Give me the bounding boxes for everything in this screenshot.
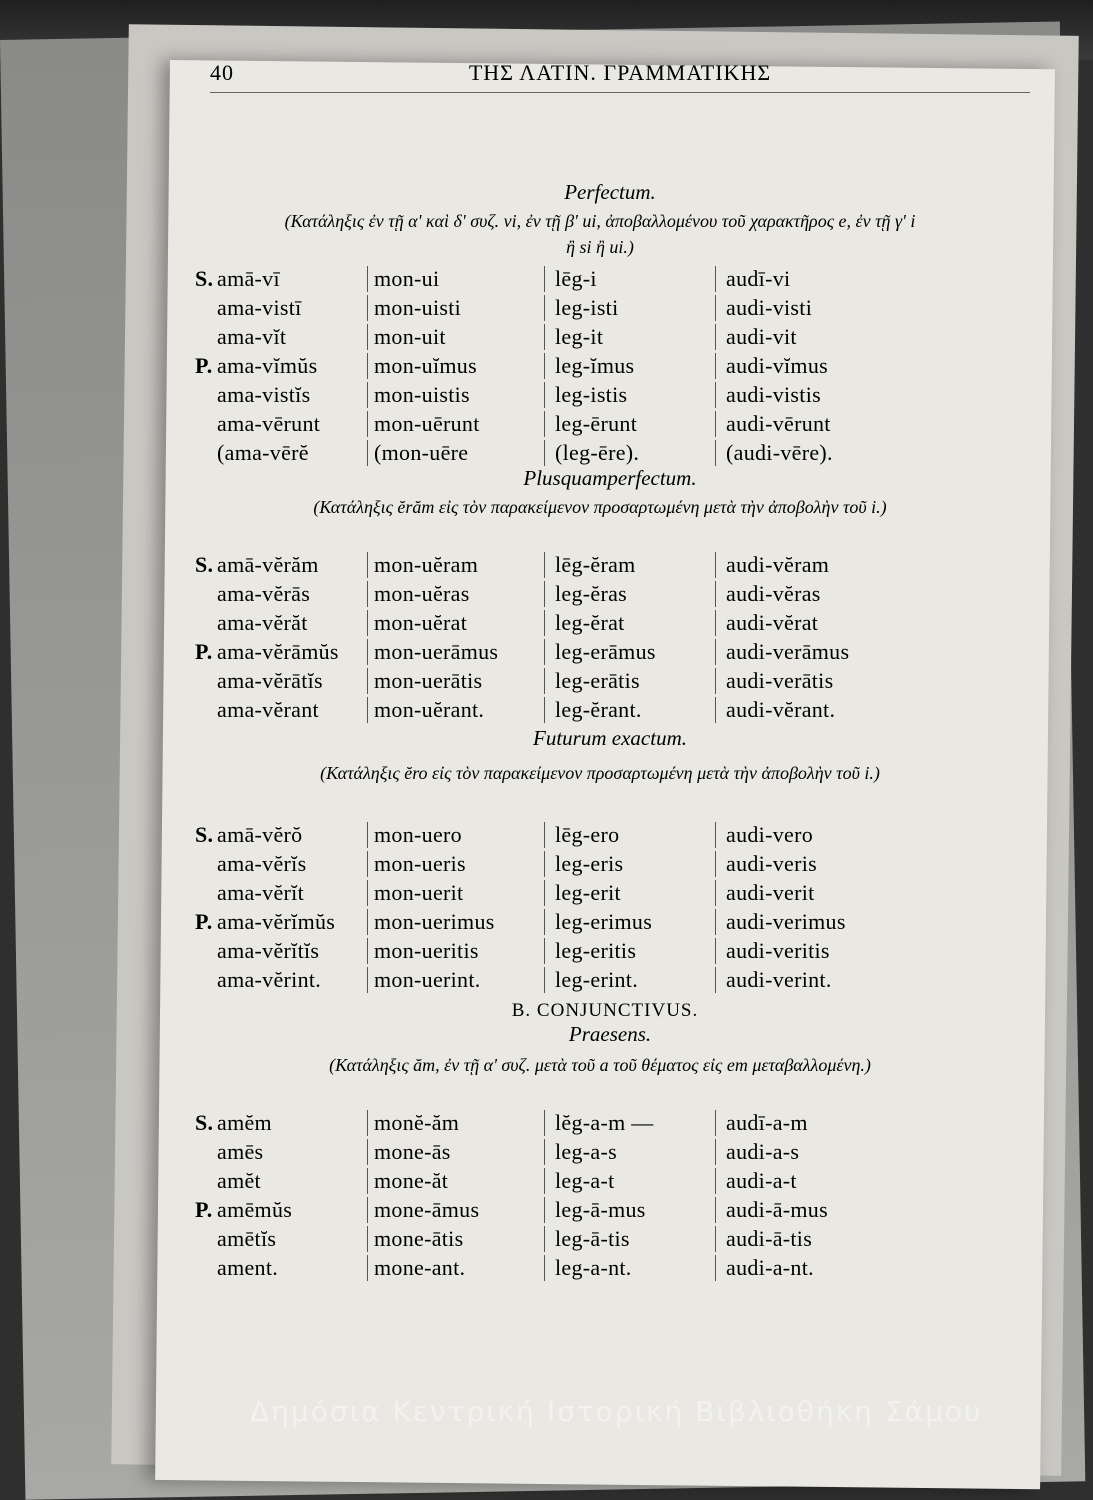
conjugation-row <box>195 409 1015 438</box>
form-cell: leg-istis <box>544 382 705 408</box>
form-cell: amĕt <box>217 1167 261 1193</box>
form-cell: ama-vĕrĭtĭs <box>217 937 320 963</box>
form-cell: leg-erit <box>544 880 705 906</box>
form-cell: mon-uit <box>367 324 534 350</box>
form-cell: audi-verimus <box>715 909 876 935</box>
form-cell: (leg-ēre). <box>544 440 705 466</box>
conjugation-row <box>195 965 1015 994</box>
form-cell: mon-uĭmus <box>367 353 534 379</box>
form-cell: leg-eris <box>544 851 705 877</box>
form-cell: amēmŭs <box>217 1196 293 1222</box>
form-cell: (mon-uēre <box>367 440 534 466</box>
number-label: P. <box>195 638 213 664</box>
form-cell: audi-vĭmus <box>715 353 876 379</box>
form-cell: ama-vĭt <box>217 323 287 349</box>
form-cell: audi-ā-tis <box>715 1226 876 1252</box>
form-cell: ama-vĕrātĭs <box>217 667 323 693</box>
form-cell: audi-veritis <box>715 938 876 964</box>
form-cell: mon-uerint. <box>367 967 534 993</box>
form-cell: amĕm <box>217 1109 272 1135</box>
number-label: S. <box>195 551 214 577</box>
form-cell: mon-ueris <box>367 851 534 877</box>
form-cell: ama-vĕrĭt <box>217 879 304 905</box>
form-cell: mon-uĕrant. <box>367 697 534 723</box>
form-cell: leg-erimus <box>544 909 705 935</box>
number-label: P. <box>195 908 213 934</box>
form-cell: lēg-ĕram <box>544 552 705 578</box>
conjugation-row <box>195 380 1015 409</box>
conjugation-row <box>195 820 1015 849</box>
form-cell: audi-vĕras <box>715 581 876 607</box>
form-cell: mon-uerimus <box>367 909 534 935</box>
form-cell: leg-erātis <box>544 668 705 694</box>
note-futurum-exactum: (Κατάληξις ĕro εἰς τὸν παρακείμενον προσαρτωμένη μετὰ τὴν ἀποβολὴν τοῦ i.) <box>320 763 880 783</box>
conjugation-row <box>195 1224 1015 1253</box>
running-header <box>210 60 1030 93</box>
section-title-plusquamperfectum: Plusquamperfectum. <box>523 466 697 490</box>
form-cell: audi-verātis <box>715 668 876 694</box>
form-cell: mone-ăt <box>367 1168 534 1194</box>
form-cell: ama-vistĭs <box>217 381 311 407</box>
conjugation-row <box>195 849 1015 878</box>
conjugation-row <box>195 1195 1015 1224</box>
number-label: S. <box>195 265 214 291</box>
section-title-praesens: Praesens. <box>568 1022 652 1046</box>
form-cell: leg-erint. <box>544 967 705 993</box>
conjugation-row <box>195 666 1015 695</box>
table-futurum-exactum <box>195 820 1015 994</box>
form-cell: mon-uerātis <box>367 668 534 694</box>
section-title-perfectum: Perfectum. <box>564 180 656 204</box>
form-cell: mon-uerit <box>367 880 534 906</box>
form-cell: (audi-vēre). <box>715 440 876 466</box>
form-cell: audī-vi <box>715 266 876 292</box>
form-cell: ama-vĕrint. <box>217 966 322 992</box>
form-cell: leg-ērunt <box>544 411 705 437</box>
form-cell: audi-ā-mus <box>715 1197 876 1223</box>
running-title: ΤΗΣ ΛΑΤΙΝ. ΓΡΑΜΜΑΤΙΚΗΣ <box>468 60 772 85</box>
conjugation-row <box>195 351 1015 380</box>
form-cell: leg-eritis <box>544 938 705 964</box>
number-label: P. <box>195 1196 213 1222</box>
form-cell: audī-a-m <box>715 1110 876 1136</box>
conjugation-row <box>195 1253 1015 1282</box>
form-cell: audi-vit <box>715 324 876 350</box>
form-cell: audi-verāmus <box>715 639 876 665</box>
number-label: P. <box>195 352 213 378</box>
conjugation-row <box>195 550 1015 579</box>
form-cell: ama-vĕrĭs <box>217 850 307 876</box>
form-cell: audi-vistis <box>715 382 876 408</box>
heading-conjunctivus: B. CONJUNCTIVUS. <box>511 1000 699 1021</box>
form-cell: amā-vĕrăm <box>217 551 319 577</box>
form-cell: leg-a-nt. <box>544 1255 705 1281</box>
form-cell: leg-a-t <box>544 1168 705 1194</box>
conjugation-row <box>195 936 1015 965</box>
form-cell: ama-vĕrăt <box>217 609 308 635</box>
form-cell: mon-uerāmus <box>367 639 534 665</box>
form-cell: mon-uero <box>367 822 534 848</box>
form-cell: audi-vĕram <box>715 552 876 578</box>
form-cell: leg-isti <box>544 295 705 321</box>
form-cell: leg-it <box>544 324 705 350</box>
form-cell: leg-ĕrat <box>544 610 705 636</box>
form-cell: audi-vero <box>715 822 876 848</box>
page-number: 40 <box>210 60 234 85</box>
section-title-futurum-exactum: Futurum exactum. <box>533 726 687 750</box>
form-cell: audi-vĕrant. <box>715 697 876 723</box>
table-perfectum <box>195 264 1015 467</box>
form-cell: amēs <box>217 1138 264 1164</box>
table-plusquamperfectum <box>195 550 1015 724</box>
note-praesens: (Κατάληξις ăm, ἐν τῇ α' συζ. μετὰ τοῦ a τοῦ θέματος εἰς em μεταβαλλομένη.) <box>329 1055 871 1075</box>
table-praesens <box>195 1108 1015 1282</box>
form-cell: mone-ant. <box>367 1255 534 1281</box>
note-plusquamperfectum: (Κατάληξις ĕrăm εἰς τὸν παρακείμενον προσαρτωμένη μετὰ τὴν ἀποβολὴν τοῦ i.) <box>313 497 887 517</box>
note-perfectum: (Κατάληξις ἐν τῇ α' καὶ δ' συζ. vi, ἐν τῇ β' ui, ἀποβαλλομένου τοῦ χαρακτῆρος e, ἐν τῇ γ' i ἢ si ἢ ui.) <box>284 211 916 257</box>
form-cell: (ama-vērĕ <box>217 439 309 465</box>
form-cell: audi-a-t <box>715 1168 876 1194</box>
conjugation-row <box>195 264 1015 293</box>
form-cell: leg-ā-tis <box>544 1226 705 1252</box>
form-cell: mon-uĕram <box>367 552 534 578</box>
form-cell: leg-ĕrant. <box>544 697 705 723</box>
form-cell: audi-verint. <box>715 967 876 993</box>
conjugation-row <box>195 1166 1015 1195</box>
form-cell: mon-uĕras <box>367 581 534 607</box>
form-cell: leg-a-s <box>544 1139 705 1165</box>
conjugation-row <box>195 1137 1015 1166</box>
form-cell: audi-a-s <box>715 1139 876 1165</box>
conjugation-row <box>195 293 1015 322</box>
form-cell: ama-vistī <box>217 294 302 320</box>
form-cell: amētĭs <box>217 1225 277 1251</box>
form-cell: amā-vī <box>217 265 280 291</box>
form-cell: audi-visti <box>715 295 876 321</box>
form-cell: ama-vĕrant <box>217 696 319 722</box>
form-cell: mone-ās <box>367 1139 534 1165</box>
form-cell: mone-āmus <box>367 1197 534 1223</box>
form-cell: ama-vĕrĭmŭs <box>217 908 336 934</box>
form-cell: lēg-i <box>544 266 705 292</box>
form-cell: leg-ā-mus <box>544 1197 705 1223</box>
form-cell: amā-vĕrŏ <box>217 821 303 847</box>
form-cell: audi-vĕrat <box>715 610 876 636</box>
conjugation-row <box>195 579 1015 608</box>
form-cell: mon-ueritis <box>367 938 534 964</box>
conjugation-row <box>195 322 1015 351</box>
conjugation-row <box>195 695 1015 724</box>
form-cell: audi-verit <box>715 880 876 906</box>
form-cell: leg-ĕras <box>544 581 705 607</box>
form-cell: audi-vērunt <box>715 411 876 437</box>
form-cell: audi-a-nt. <box>715 1255 876 1281</box>
form-cell: ama-vĭmŭs <box>217 352 318 378</box>
form-cell: audi-veris <box>715 851 876 877</box>
form-cell: lēg-ero <box>544 822 705 848</box>
form-cell: leg-ĭmus <box>544 353 705 379</box>
form-cell: mone-ātis <box>367 1226 534 1252</box>
form-cell: monĕ-ăm <box>367 1110 534 1136</box>
form-cell: lĕg-a-m — <box>544 1110 705 1136</box>
form-cell: ament. <box>217 1254 279 1280</box>
library-watermark: Δημόσια Κεντρική Ιστορική Βιβλιοθήκη Σάμου <box>250 1395 983 1428</box>
form-cell: mon-uĕrat <box>367 610 534 636</box>
conjugation-row <box>195 907 1015 936</box>
conjugation-row <box>195 438 1015 467</box>
form-cell: ama-vērunt <box>217 410 321 436</box>
form-cell: mon-uērunt <box>367 411 534 437</box>
conjugation-row <box>195 608 1015 637</box>
form-cell: ama-vĕrās <box>217 580 311 606</box>
form-cell: mon-ui <box>367 266 534 292</box>
number-label: S. <box>195 1109 214 1135</box>
conjugation-row <box>195 637 1015 666</box>
number-label: S. <box>195 821 214 847</box>
form-cell: mon-uistis <box>367 382 534 408</box>
conjugation-row <box>195 1108 1015 1137</box>
conjugation-row <box>195 878 1015 907</box>
form-cell: mon-uisti <box>367 295 534 321</box>
form-cell: leg-erāmus <box>544 639 705 665</box>
form-cell: ama-vĕrāmŭs <box>217 638 339 664</box>
